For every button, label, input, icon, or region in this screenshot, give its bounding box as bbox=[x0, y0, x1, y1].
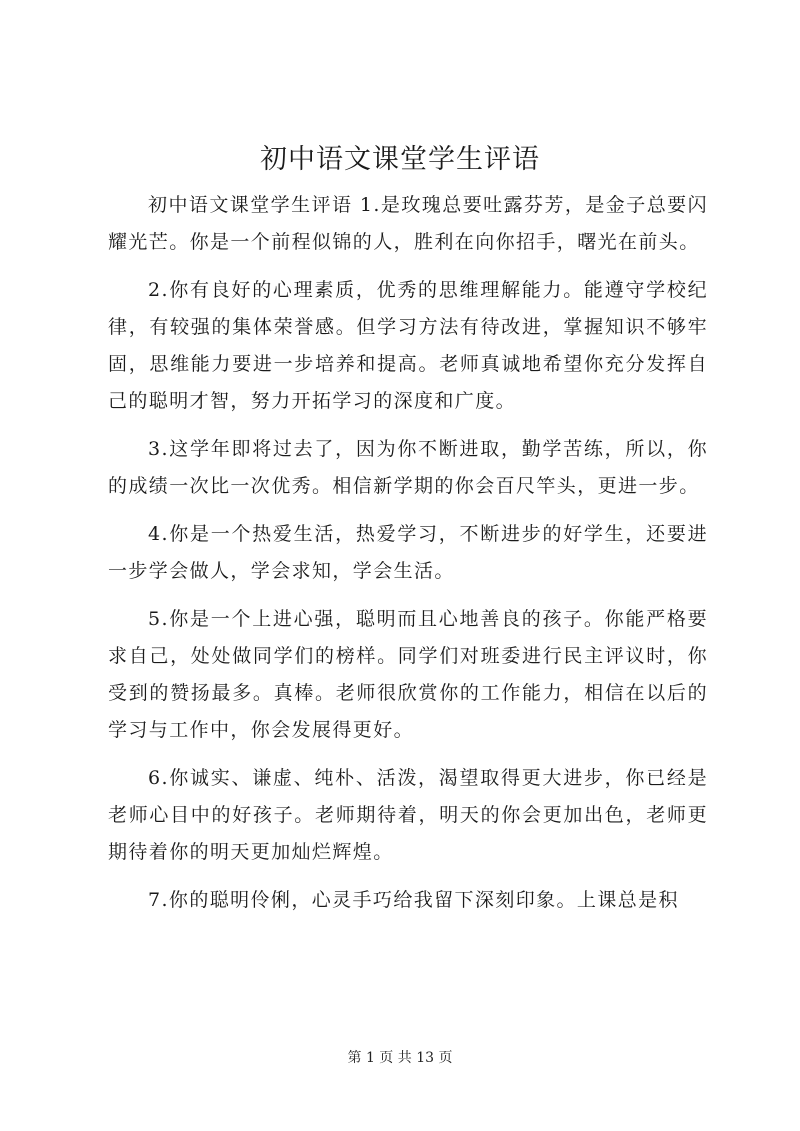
paragraph-2: 2.你有良好的心理素质，优秀的思维理解能力。能遵守学校纪律，有较强的集体荣誉感。但学习方法有待改进，掌握知识不够牢固，思维能力要进一步培养和提高。老师真诚地希望你充分发挥自己的聪明才智，努力开拓学习的深度和广度。 bbox=[108, 279, 708, 412]
paragraph-7: 7.你的聪明伶俐，心灵手巧给我留下深刻印象。上课总是积 bbox=[148, 889, 679, 911]
document-body bbox=[108, 187, 708, 930]
paragraph-4: 4.你是一个热爱生活，热爱学习，不断进步的好学生，还要进一步学会做人，学会求知，学会生活。 bbox=[108, 523, 708, 582]
paragraph-3: 3.这学年即将过去了，因为你不断进取，勤学苦练，所以，你的成绩一次比一次优秀。相信新学期的你会百尺竿头，更进一步。 bbox=[108, 438, 708, 497]
document-title: 初中语文课堂学生评语 bbox=[260, 144, 540, 175]
paragraph-6: 6.你诚实、谦虚、纯朴、活泼，渴望取得更大进步，你已经是老师心目中的好孩子。老师期待着，明天的你会更加出色，老师更期待着你的明天更加灿烂辉煌。 bbox=[108, 767, 708, 863]
paragraph-5: 5.你是一个上进心强，聪明而且心地善良的孩子。你能严格要求自己，处处做同学们的榜样。同学们对班委进行民主评议时，你受到的赞扬最多。真棒。老师很欣赏你的工作能力，相信在以后的学习与工作中，你会发展得更好。 bbox=[108, 608, 708, 741]
paragraph-1: 初中语文课堂学生评语 1.是玫瑰总要吐露芬芳，是金子总要闪耀光芒。你是一个前程似锦的人，胜利在向你招手，曙光在前头。 bbox=[108, 194, 708, 253]
page-footer: 第 1 页 共 13 页 bbox=[347, 1050, 453, 1066]
